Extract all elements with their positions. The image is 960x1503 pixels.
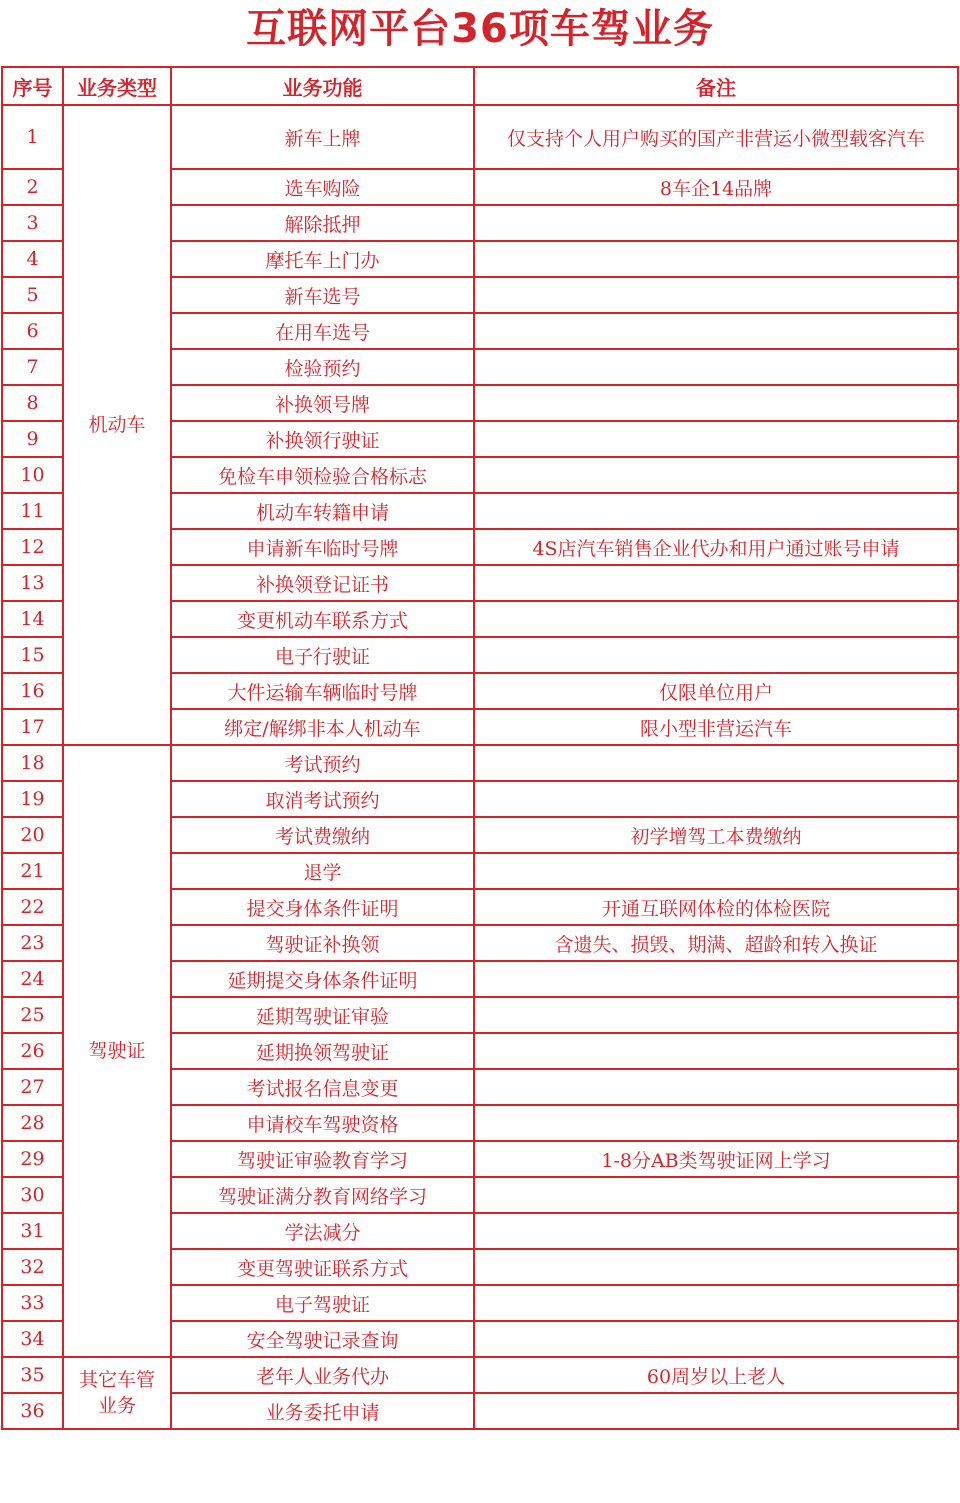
- note-cell: [474, 1321, 958, 1357]
- note-cell: 8车企14品牌: [474, 169, 958, 205]
- business-function-cell: 补换领登记证书: [171, 565, 474, 601]
- note-cell: [474, 205, 958, 241]
- business-function-cell: 安全驾驶记录查询: [171, 1321, 474, 1357]
- business-function-cell: 考试预约: [171, 745, 474, 781]
- row-number: 10: [2, 457, 63, 493]
- row-number: 19: [2, 781, 63, 817]
- note-cell: 限小型非营运汽车: [474, 709, 958, 745]
- business-function-cell: 解除抵押: [171, 205, 474, 241]
- business-function-cell: 学法减分: [171, 1213, 474, 1249]
- row-number: 3: [2, 205, 63, 241]
- business-function-cell: 延期换领驾驶证: [171, 1033, 474, 1069]
- table-row: [2, 745, 958, 781]
- business-function-cell: 补换领行驶证: [171, 421, 474, 457]
- note-cell: [474, 349, 958, 385]
- note-cell: 含遗失、损毁、期满、超龄和转入换证: [474, 925, 958, 961]
- row-number: 5: [2, 277, 63, 313]
- note-cell: [474, 1285, 958, 1321]
- business-type-cell: 其它车管业务: [63, 1357, 171, 1429]
- note-cell: [474, 313, 958, 349]
- row-number: 27: [2, 1069, 63, 1105]
- note-cell: 仅支持个人用户购买的国产非营运小微型载客汽车: [474, 105, 958, 169]
- note-cell: [474, 1177, 958, 1213]
- business-function-cell: 机动车转籍申请: [171, 493, 474, 529]
- row-number: 20: [2, 817, 63, 853]
- business-function-cell: 检验预约: [171, 349, 474, 385]
- row-number: 16: [2, 673, 63, 709]
- note-cell: 开通互联网体检的体检医院: [474, 889, 958, 925]
- row-number: 23: [2, 925, 63, 961]
- header-function: 业务功能: [171, 67, 474, 105]
- business-type-cell: 驾驶证: [63, 745, 171, 1357]
- row-number: 35: [2, 1357, 63, 1393]
- row-number: 30: [2, 1177, 63, 1213]
- row-number: 21: [2, 853, 63, 889]
- business-function-cell: 取消考试预约: [171, 781, 474, 817]
- business-function-cell: 摩托车上门办: [171, 241, 474, 277]
- note-cell: [474, 1249, 958, 1285]
- business-function-cell: 大件运输车辆临时号牌: [171, 673, 474, 709]
- row-number: 13: [2, 565, 63, 601]
- business-function-cell: 延期驾驶证审验: [171, 997, 474, 1033]
- page-title: 互联网平台36项车驾业务: [246, 6, 714, 52]
- business-function-cell: 业务委托申请: [171, 1393, 474, 1429]
- note-cell: [474, 1069, 958, 1105]
- business-function-cell: 新车选号: [171, 277, 474, 313]
- note-cell: [474, 565, 958, 601]
- business-function-cell: 申请新车临时号牌: [171, 529, 474, 565]
- row-number: 7: [2, 349, 63, 385]
- table-row: [2, 105, 958, 169]
- note-cell: [474, 853, 958, 889]
- note-cell: [474, 241, 958, 277]
- row-number: 6: [2, 313, 63, 349]
- row-number: 29: [2, 1141, 63, 1177]
- note-cell: [474, 1033, 958, 1069]
- row-number: 31: [2, 1213, 63, 1249]
- note-cell: [474, 961, 958, 997]
- header-type: 业务类型: [63, 67, 171, 105]
- business-type-cell: 机动车: [63, 105, 171, 745]
- row-number: 2: [2, 169, 63, 205]
- row-number: 4: [2, 241, 63, 277]
- business-function-cell: 免检车申领检验合格标志: [171, 457, 474, 493]
- business-function-cell: 新车上牌: [171, 105, 474, 169]
- note-cell: [474, 781, 958, 817]
- business-function-cell: 退学: [171, 853, 474, 889]
- header-note: 备注: [474, 67, 958, 105]
- row-number: 34: [2, 1321, 63, 1357]
- note-cell: [474, 1213, 958, 1249]
- row-number: 15: [2, 637, 63, 673]
- business-function-cell: 考试报名信息变更: [171, 1069, 474, 1105]
- business-function-cell: 延期提交身体条件证明: [171, 961, 474, 997]
- note-cell: [474, 1393, 958, 1429]
- business-function-cell: 驾驶证补换领: [171, 925, 474, 961]
- business-function-cell: 补换领号牌: [171, 385, 474, 421]
- row-number: 24: [2, 961, 63, 997]
- row-number: 11: [2, 493, 63, 529]
- row-number: 1: [2, 105, 63, 169]
- business-function-cell: 申请校车驾驶资格: [171, 1105, 474, 1141]
- note-cell: 1-8分AB类驾驶证网上学习: [474, 1141, 958, 1177]
- business-function-cell: 绑定/解绑非本人机动车: [171, 709, 474, 745]
- note-cell: [474, 601, 958, 637]
- business-function-cell: 变更驾驶证联系方式: [171, 1249, 474, 1285]
- row-number: 17: [2, 709, 63, 745]
- row-number: 22: [2, 889, 63, 925]
- row-number: 9: [2, 421, 63, 457]
- note-cell: [474, 493, 958, 529]
- note-cell: [474, 385, 958, 421]
- business-function-cell: 提交身体条件证明: [171, 889, 474, 925]
- business-function-cell: 电子驾驶证: [171, 1285, 474, 1321]
- business-function-cell: 电子行驶证: [171, 637, 474, 673]
- note-cell: 60周岁以上老人: [474, 1357, 958, 1393]
- note-cell: [474, 457, 958, 493]
- table-body: [2, 105, 958, 1429]
- note-cell: 4S店汽车销售企业代办和用户通过账号申请: [474, 529, 958, 565]
- row-number: 32: [2, 1249, 63, 1285]
- table-header-row: [2, 67, 958, 105]
- note-cell: [474, 637, 958, 673]
- note-cell: [474, 745, 958, 781]
- row-number: 14: [2, 601, 63, 637]
- business-function-cell: 老年人业务代办: [171, 1357, 474, 1393]
- business-function-cell: 变更机动车联系方式: [171, 601, 474, 637]
- row-number: 18: [2, 745, 63, 781]
- business-function-cell: 考试费缴纳: [171, 817, 474, 853]
- business-function-cell: 在用车选号: [171, 313, 474, 349]
- row-number: 36: [2, 1393, 63, 1429]
- business-function-cell: 选车购险: [171, 169, 474, 205]
- note-cell: 初学增驾工本费缴纳: [474, 817, 958, 853]
- table-row: [2, 1357, 958, 1393]
- business-function-cell: 驾驶证审验教育学习: [171, 1141, 474, 1177]
- row-number: 33: [2, 1285, 63, 1321]
- note-cell: [474, 1105, 958, 1141]
- row-number: 25: [2, 997, 63, 1033]
- row-number: 12: [2, 529, 63, 565]
- note-cell: [474, 277, 958, 313]
- note-cell: [474, 421, 958, 457]
- header-no: 序号: [2, 67, 63, 105]
- note-cell: 仅限单位用户: [474, 673, 958, 709]
- business-table: [1, 66, 959, 1430]
- note-cell: [474, 997, 958, 1033]
- row-number: 28: [2, 1105, 63, 1141]
- business-function-cell: 驾驶证满分教育网络学习: [171, 1177, 474, 1213]
- row-number: 26: [2, 1033, 63, 1069]
- row-number: 8: [2, 385, 63, 421]
